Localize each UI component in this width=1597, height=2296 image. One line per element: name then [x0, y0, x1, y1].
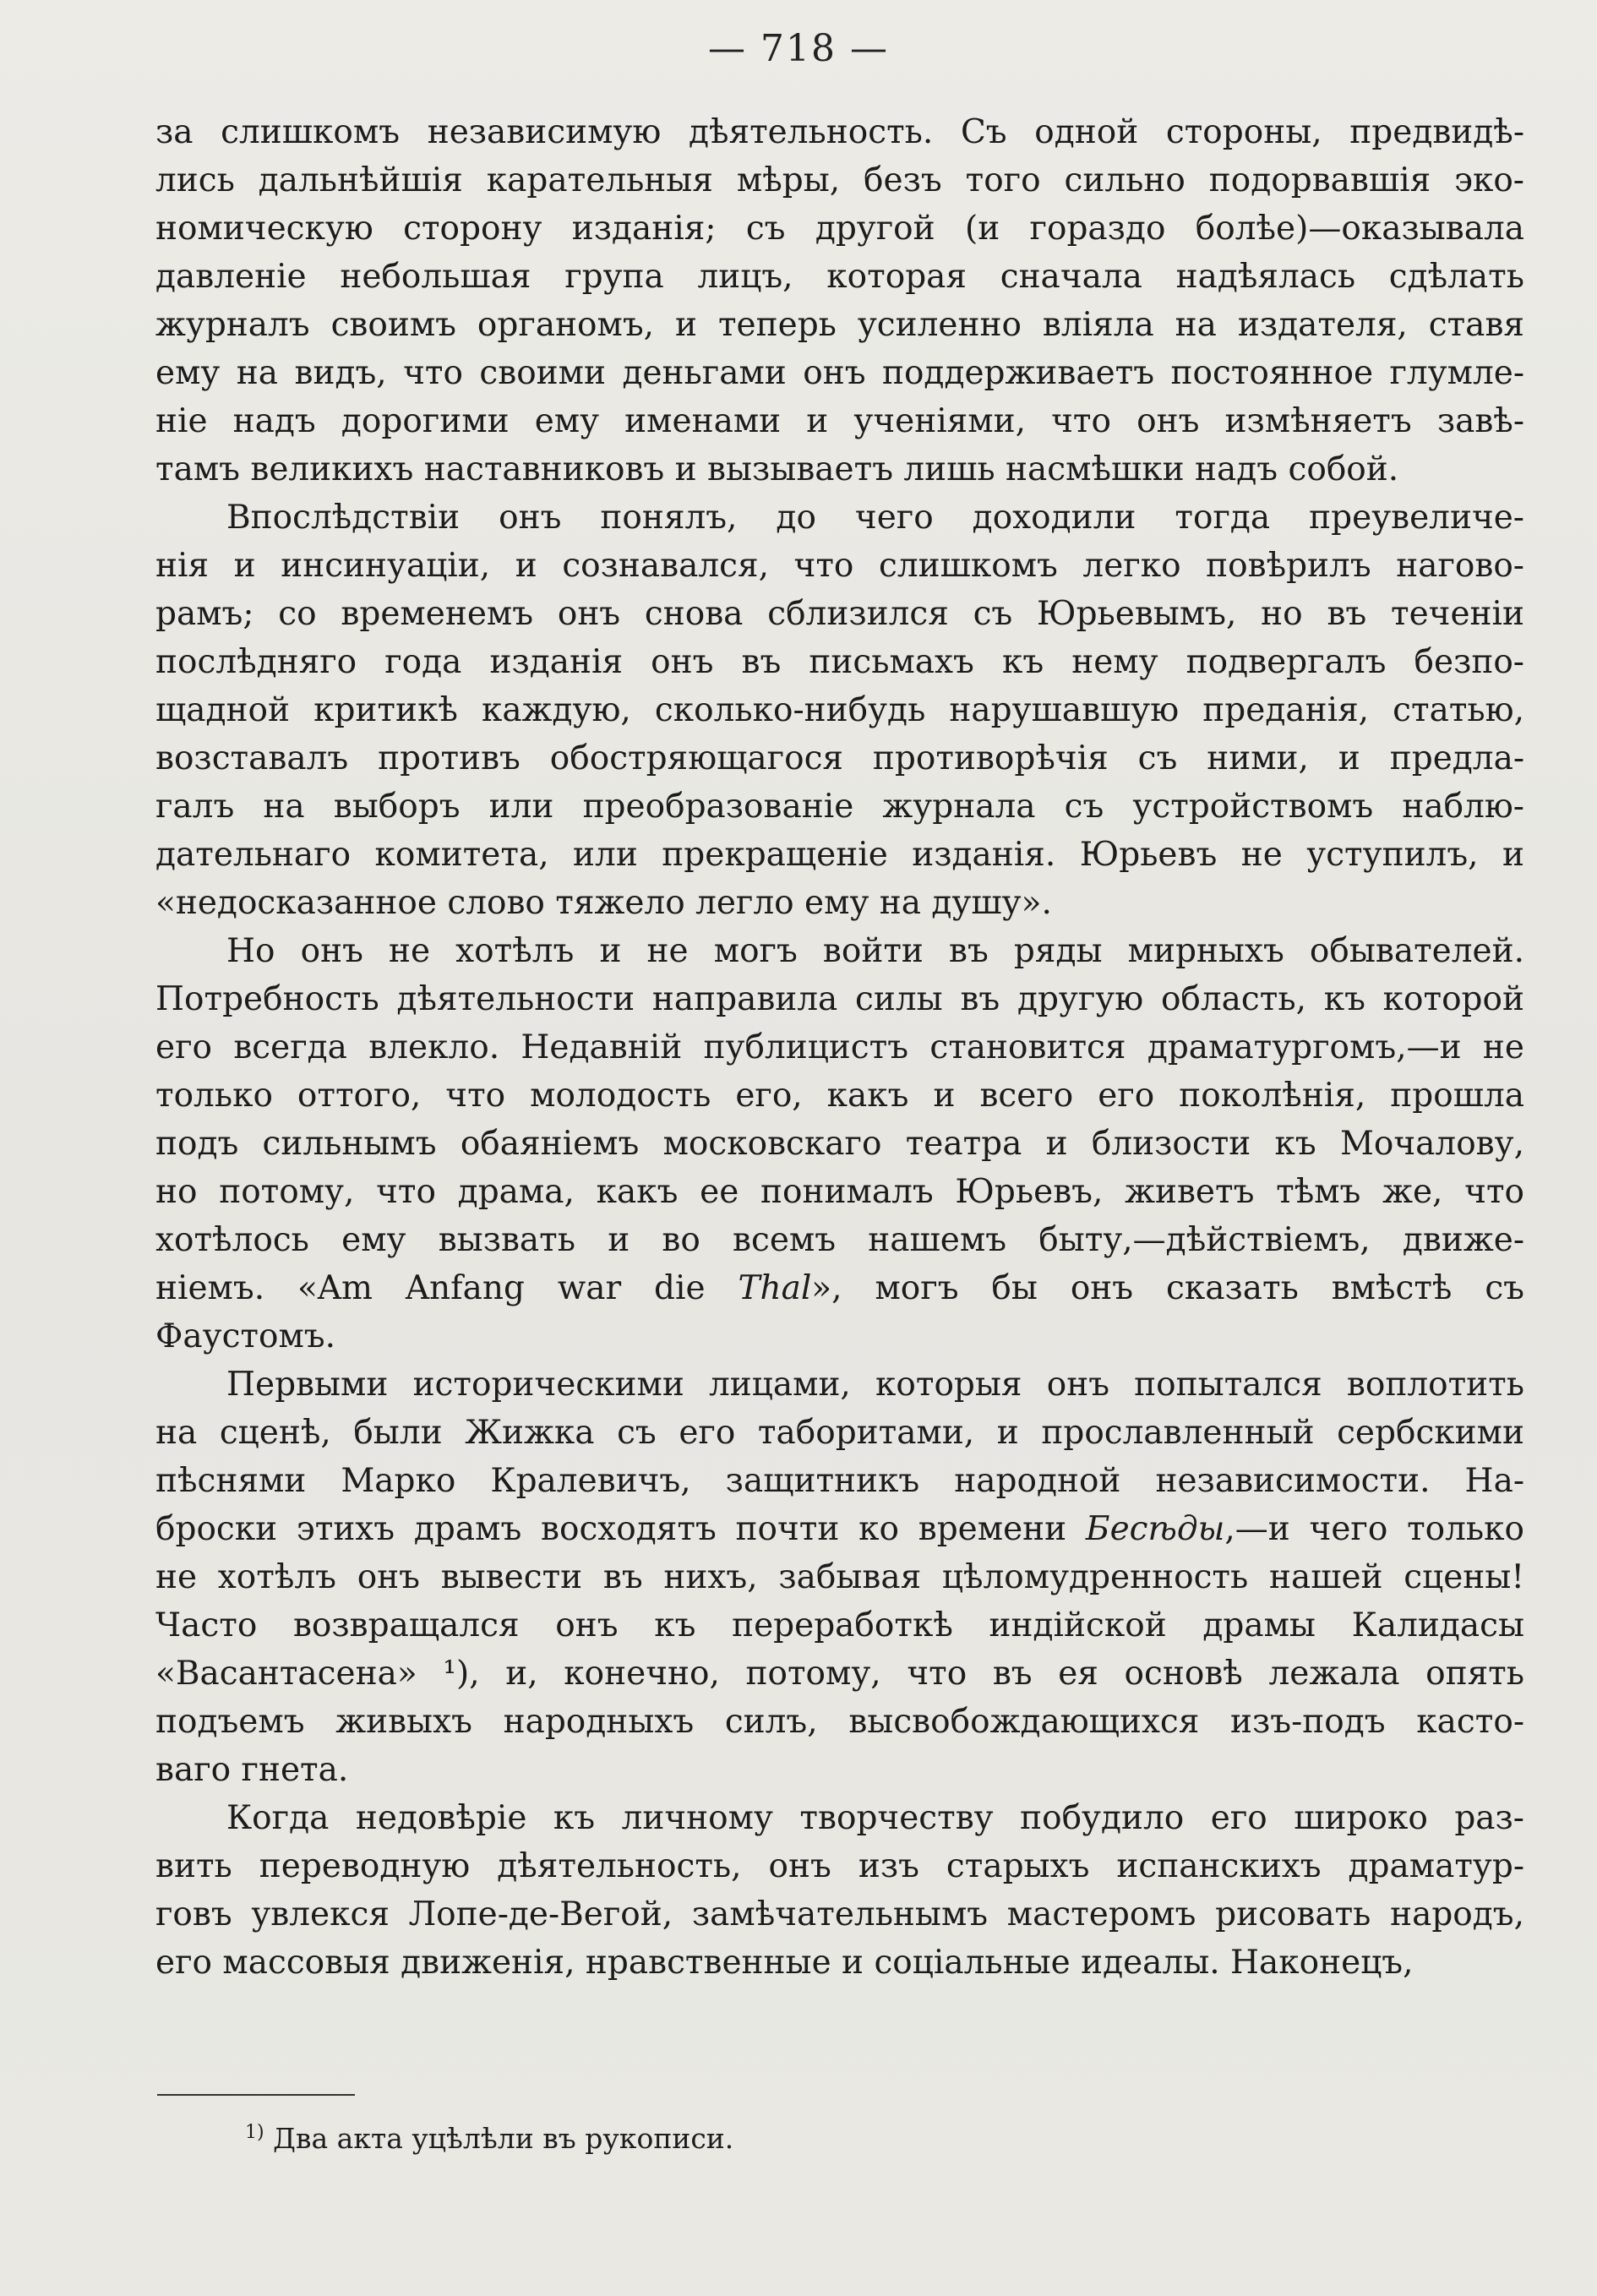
footnote-divider	[157, 2094, 355, 2096]
text-line: вить переводную дѣятельность, онъ изъ старыхъ испанскихъ драматур-	[155, 1847, 1524, 1885]
text-line: «недосказанное слово тяжело легло ему на душу».	[155, 884, 1052, 922]
page-number: — 718 —	[708, 27, 889, 70]
text-line: на сценѣ, были Жижка съ его таборитами, и прославленный сербскими	[155, 1414, 1524, 1452]
body-text	[155, 108, 1524, 1987]
text-line: щадной критикѣ каждую, сколько-нибудь нарушавшую преданія, статью,	[155, 691, 1524, 729]
footnote-text: Два акта уцѣлѣли въ рукописи.	[273, 2122, 734, 2155]
text-line: его всегда влекло. Недавній публицистъ становится драматургомъ,—и не	[155, 1028, 1524, 1066]
text-line: Но онъ не хотѣлъ и не могъ войти въ ряды мирныхъ обывателей.	[226, 932, 1524, 970]
text-line: ваго гнета.	[155, 1751, 349, 1789]
footnote	[245, 2114, 733, 2157]
paragraph	[155, 108, 1524, 494]
text-line: подъемъ живыхъ народныхъ силъ, высвобождающихся изъ-подъ касто-	[155, 1703, 1524, 1741]
text-line: Потребность дѣятельности направила силы въ другую область, къ которой	[155, 980, 1524, 1018]
text-line: хотѣлось ему вызвать и во всемъ нашемъ быту,—дѣйствіемъ, движе-	[155, 1221, 1524, 1259]
text-line: ніемъ. «Am Anfang war die Thal», могъ бы онъ сказать вмѣстѣ съ	[155, 1269, 1524, 1307]
text-line: Фаустомъ.	[155, 1317, 336, 1355]
text-line: подъ сильнымъ обаяніемъ московскаго театра и близости къ Мочалову,	[155, 1125, 1524, 1163]
text-line: говъ увлекся Лопе-де-Вегой, замѣчательнымъ мастеромъ рисовать народъ,	[155, 1895, 1524, 1933]
text-line: не хотѣлъ онъ вывести въ нихъ, забывая цѣломудренность нашей сцены!	[155, 1558, 1524, 1596]
text-line: Часто возвращался онъ къ переработкѣ индійской драмы Калидасы	[155, 1606, 1524, 1644]
text-line: ему на видъ, что своими деньгами онъ поддерживаетъ постоянное глумле-	[155, 354, 1524, 392]
text-line: дательнаго комитета, или прекращеніе изданія. Юрьевъ не уступилъ, и	[155, 836, 1524, 874]
text-line: возставалъ противъ обостряющагося противорѣчія съ ними, и предла-	[155, 739, 1524, 777]
text-line: Первыми историческими лицами, которыя онъ попытался воплотить	[226, 1366, 1524, 1404]
text-line: его массовыя движенія, нравственные и соціальные идеалы. Наконецъ,	[155, 1944, 1414, 1982]
text-line: только оттого, что молодость его, какъ и всего его поколѣнія, прошла	[155, 1077, 1524, 1115]
paragraph	[155, 927, 1524, 1361]
text-line: послѣдняго года изданія онъ въ письмахъ къ нему подвергалъ безпо-	[155, 643, 1524, 681]
text-line: но потому, что драма, какъ ее понималъ Юрьевъ, живетъ тѣмъ же, что	[155, 1173, 1524, 1211]
text-line: журналъ своимъ органомъ, и теперь усиленно вліяла на издателя, ставя	[155, 306, 1524, 344]
paragraph	[155, 1794, 1524, 1987]
text-line: галъ на выборъ или преобразованіе журнала съ устройствомъ наблю-	[155, 788, 1524, 826]
text-line: номическую сторону изданія; съ другой (и гораздо болѣе)—оказывала	[155, 210, 1524, 248]
text-line: за слишкомъ независимую дѣятельность. Съ одной стороны, предвидѣ-	[155, 113, 1524, 151]
text-line: тамъ великихъ наставниковъ и вызываетъ лишь насмѣшки надъ собой.	[155, 450, 1399, 488]
text-line: Впослѣдствіи онъ понялъ, до чего доходили тогда преувеличе-	[226, 499, 1524, 537]
text-line: ніе надъ дорогими ему именами и ученіями, что онъ измѣняетъ завѣ-	[155, 402, 1524, 440]
text-line: давленіе небольшая група лицъ, которая сначала надѣялась сдѣлать	[155, 258, 1524, 296]
paragraph	[155, 1361, 1524, 1794]
text-line: нія и инсинуаціи, и сознавался, что слишкомъ легко повѣрилъ наговo-	[155, 547, 1524, 585]
footnote-mark: 1)	[245, 2122, 264, 2143]
text-line: лись дальнѣйшія карательныя мѣры, безъ того сильно подорвавшія эко-	[155, 161, 1524, 199]
text-line: Когда недовѣріе къ личному творчеству побудило его широко раз-	[226, 1799, 1524, 1837]
text-line: «Васантасена» ¹), и, конечно, потому, что въ ея основѣ лежала опять	[155, 1655, 1524, 1693]
text-line: пѣснями Марко Кралевичъ, защитникъ народной независимости. На-	[155, 1462, 1524, 1500]
text-line: броски этихъ драмъ восходятъ почти ко времени Бесѣды,—и чего только	[155, 1510, 1524, 1548]
paragraph	[155, 494, 1524, 927]
text-line: рамъ; со временемъ онъ снова сблизился съ Юрьевымъ, но въ теченіи	[155, 595, 1524, 633]
